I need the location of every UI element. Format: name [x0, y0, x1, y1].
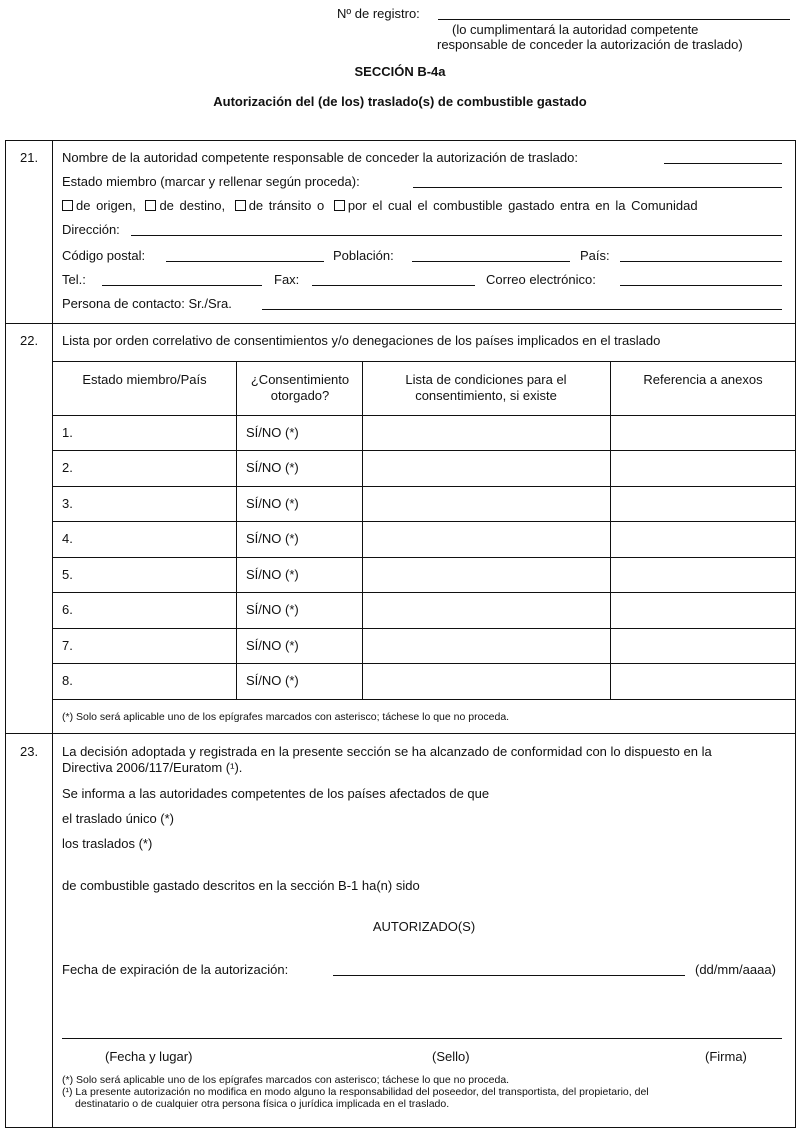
transito-label: de tránsito o	[248, 198, 325, 213]
codigo-postal-field[interactable]	[166, 261, 324, 262]
row-number: 8.	[62, 673, 73, 688]
consent-value[interactable]: SÍ/NO (*)	[246, 425, 299, 440]
autoridad-label: Nombre de la autoridad competente responsable de conceder la autorización de traslado:	[62, 150, 578, 165]
row-number: 5.	[62, 567, 73, 582]
section-title: SECCIÓN B-4a	[354, 64, 446, 79]
fecha-expiracion-field[interactable]	[333, 975, 685, 976]
consent-value[interactable]: SÍ/NO (*)	[246, 460, 299, 475]
col-header-consentimiento: ¿Consentimiento otorgado?	[250, 372, 350, 403]
destino-label: de destino,	[159, 198, 226, 213]
autoridad-field[interactable]	[664, 163, 782, 164]
fax-label: Fax:	[274, 272, 300, 287]
fecha-expiracion-label: Fecha de expiración de la autorización:	[62, 962, 289, 977]
firma-label: (Firma)	[705, 1049, 747, 1064]
persona-contacto-label: Persona de contacto: Sr./Sra.	[62, 296, 232, 311]
tel-field[interactable]	[102, 285, 262, 286]
persona-contacto-field[interactable]	[262, 309, 782, 310]
sello-label: (Sello)	[432, 1049, 470, 1064]
traslado-unico-option[interactable]: el traslado único (*)	[62, 811, 174, 826]
registro-label: Nº de registro:	[337, 6, 420, 21]
estado-options	[62, 198, 698, 214]
entrada-checkbox[interactable]	[334, 200, 345, 211]
consent-value[interactable]: SÍ/NO (*)	[246, 531, 299, 546]
row-number: 6.	[62, 602, 73, 617]
destino-checkbox[interactable]	[145, 200, 156, 211]
section-22-footnote: (*) Solo será aplicable uno de los epígrafes marcados con asterisco; táchese lo que no proceda.	[62, 711, 510, 723]
estado-label: Estado miembro (marcar y rellenar según proceda):	[62, 174, 360, 189]
section-23-footnote-2b: destinatario o de cualquier otra persona física o jurídica implicada en el traslado.	[75, 1098, 450, 1110]
section-23-footnote-2a: (¹) La presente autorización no modifica en modo alguno la responsabilidad del poseedor, del transportista, del propietario, del	[62, 1086, 649, 1098]
section-23-footnote-1: (*) Solo será aplicable uno de los epígrafes marcados con asterisco; táchese lo que no proceda.	[62, 1074, 510, 1086]
registro-note-2: responsable de conceder la autorización de traslado)	[437, 37, 743, 52]
col-header-anexos: Referencia a anexos	[643, 372, 763, 387]
col-header-condiciones: Lista de condiciones para el consentimiento, si existe	[405, 372, 567, 403]
estado-field[interactable]	[413, 187, 782, 188]
entrada-label: por el cual el combustible gastado entra en la Comunidad	[347, 198, 698, 213]
decision-line-2: Directiva 2006/117/Euratom (¹).	[62, 760, 243, 775]
informa-text: Se informa a las autoridades competentes de los países afectados de que	[62, 786, 490, 801]
row-number: 2.	[62, 460, 73, 475]
row-number: 1.	[62, 425, 73, 440]
correo-label: Correo electrónico:	[486, 272, 596, 287]
traslados-option[interactable]: los traslados (*)	[62, 836, 153, 851]
pais-label: País:	[580, 248, 610, 263]
section-22-number: 22.	[20, 333, 39, 348]
transito-checkbox[interactable]	[235, 200, 246, 211]
origen-checkbox[interactable]	[62, 200, 73, 211]
decision-line-1: La decisión adoptada y registrada en la presente sección se ha alcanzado de conformidad con lo dispuesto en la	[62, 744, 712, 759]
descritos-text: de combustible gastado descritos en la sección B-1 ha(n) sido	[62, 878, 420, 893]
section-subtitle: Autorización del (de los) traslado(s) de combustible gastado	[213, 94, 587, 109]
fax-field[interactable]	[312, 285, 475, 286]
col-header-estado: Estado miembro/País	[82, 372, 207, 387]
consent-value[interactable]: SÍ/NO (*)	[246, 496, 299, 511]
poblacion-field[interactable]	[412, 261, 570, 262]
section-21-number: 21.	[20, 150, 39, 165]
section-22-intro: Lista por orden correlativo de consentimientos y/o denegaciones de los países implicados en el traslado	[62, 333, 661, 348]
consent-value[interactable]: SÍ/NO (*)	[246, 638, 299, 653]
row-number: 4.	[62, 531, 73, 546]
codigo-postal-label: Código postal:	[62, 248, 146, 263]
direccion-label: Dirección:	[62, 222, 120, 237]
autorizado-text: AUTORIZADO(S)	[372, 919, 476, 934]
origen-label: de origen,	[76, 198, 136, 213]
fecha-format-hint: (dd/mm/aaaa)	[695, 962, 776, 977]
row-number: 3.	[62, 496, 73, 511]
pais-field[interactable]	[620, 261, 782, 262]
fecha-lugar-label: (Fecha y lugar)	[105, 1049, 193, 1064]
direccion-field[interactable]	[131, 235, 782, 236]
consent-value[interactable]: SÍ/NO (*)	[246, 567, 299, 582]
row-number: 7.	[62, 638, 73, 653]
correo-field[interactable]	[620, 285, 782, 286]
consent-value[interactable]: SÍ/NO (*)	[246, 602, 299, 617]
tel-label: Tel.:	[62, 272, 86, 287]
registro-note-1: (lo cumplimentará la autoridad competente	[452, 22, 699, 37]
section-23-number: 23.	[20, 744, 39, 759]
poblacion-label: Población:	[333, 248, 394, 263]
registro-input-line[interactable]	[438, 19, 790, 20]
signature-line[interactable]	[62, 1038, 782, 1039]
consent-value[interactable]: SÍ/NO (*)	[246, 673, 299, 688]
